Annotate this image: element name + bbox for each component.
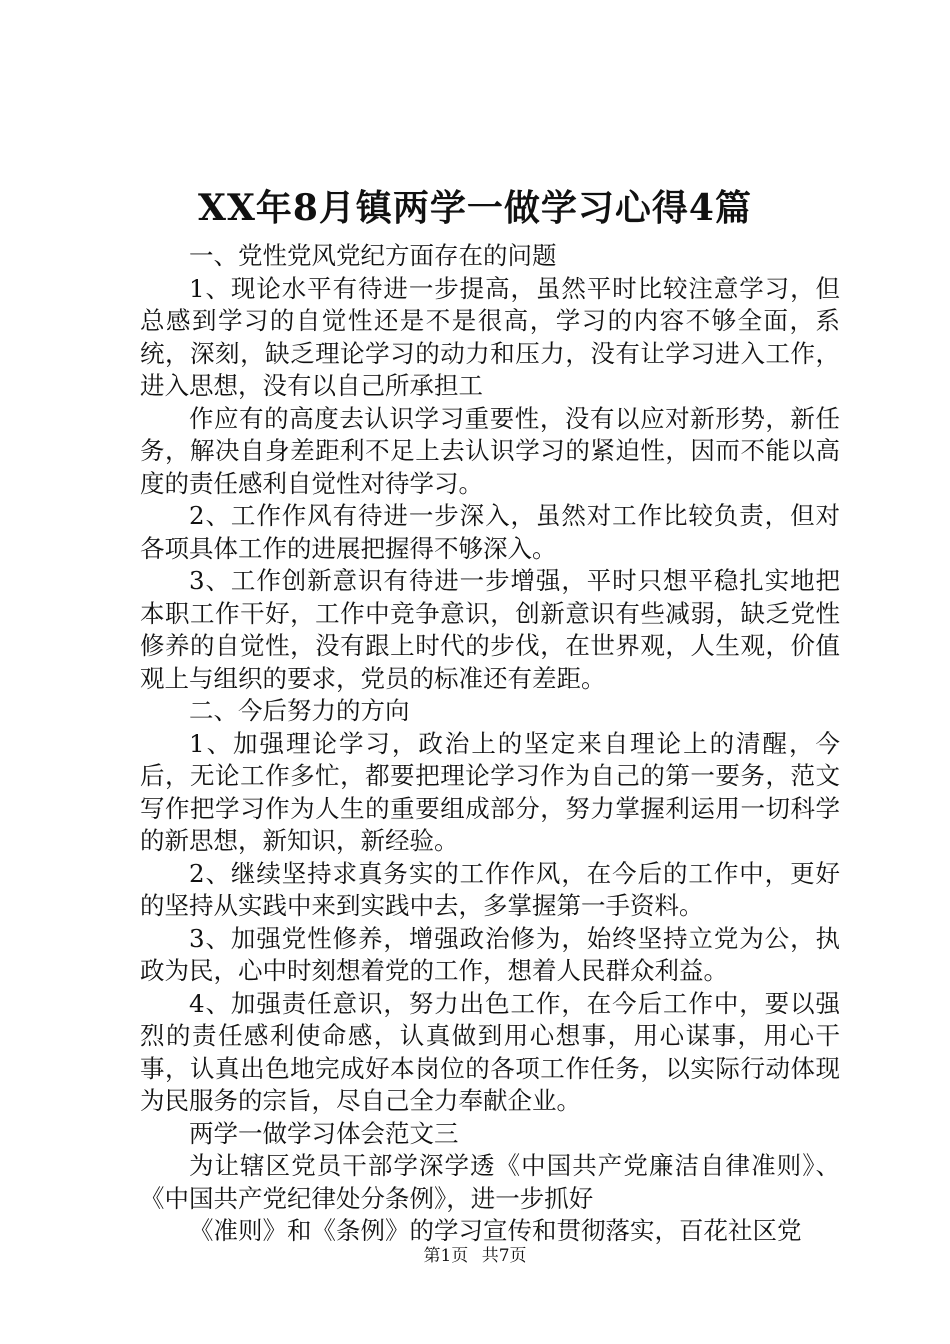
- paragraph: 3、工作创新意识有待进一步增强，平时只想平稳扎实地把本职工作干好，工作中竞争意识，创新意识有些减弱，缺乏党性修养的自觉性，没有跟上时代的步伐，在世界观，人生观，价值观上与组织的要求，党员的标准还有差距。: [140, 566, 840, 693]
- paragraph: 2、继续坚持求真务实的工作作风，在今后的工作中，更好的坚持从实践中来到实践中去，多掌握第一手资料。: [140, 858, 840, 920]
- document-title: XX年8月镇两学一做学习心得4篇: [198, 187, 752, 229]
- paragraph: 为让辖区党员干部学深学透《中国共产党廉洁自律准则》、《中国共产党纪律处分条例》，进一步抓好: [140, 1151, 840, 1213]
- paragraph: 1、加强理论学习，政治上的坚定来自理论上的清醒，今后，无论工作多忙，都要把理论学习作为自己的第一要务，范文写作把学习作为人生的重要组成部分，努力掌握利运用一切科学的新思想，新知识，新经验。: [140, 728, 840, 855]
- paragraph: 3、加强党性修养，增强政治修为，始终坚持立党为公，执政为民，心中时刻想着党的工作，想着人民群众利益。: [140, 923, 840, 985]
- paragraph: 1、现论水平有待进一步提高，虽然平时比较注意学习，但总感到学习的自觉性还是不是很高，学习的内容不够全面，系统，深刻，缺乏理论学习的动力和压力，没有让学习进入工作，进入思想，没有以自己所承担工: [140, 273, 840, 400]
- page-number: 第1页: [423, 1246, 469, 1266]
- document-body: [140, 240, 840, 1248]
- page-footer: [0, 1244, 950, 1268]
- paragraph: 2、工作作风有待进一步深入，虽然对工作比较负责，但对各项具体工作的进展把握得不够深入。: [140, 501, 840, 563]
- page-total: 共7页: [481, 1246, 527, 1266]
- paragraph: 《准则》和《条例》的学习宣传和贯彻落实，百花社区党: [189, 1216, 802, 1245]
- paragraph: 作应有的高度去认识学习重要性，没有以应对新形势，新任务，解决自身差距利不足上去认识学习的紧迫性，因而不能以高度的责任感利自觉性对待学习。: [140, 403, 840, 498]
- paragraph: 4、加强责任意识，努力出色工作，在今后工作中，要以强烈的责任感利使命感，认真做到用心想事，用心谋事，用心干事，认真出色地完成好本岗位的各项工作任务，以实际行动体现为民服务的宗旨，尽自己全力奉献企业。: [140, 988, 840, 1115]
- section-heading: 两学一做学习体会范文三: [189, 1118, 459, 1148]
- section-heading: 一、党性党风党纪方面存在的问题: [189, 241, 557, 270]
- section-heading: 二、今后努力的方向: [189, 696, 410, 725]
